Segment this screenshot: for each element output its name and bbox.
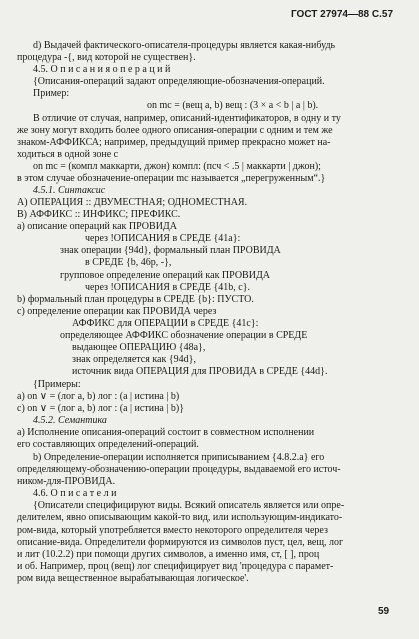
text-line: делителем, явно описывающим какой-то вид, или использующим-индикато- [17, 512, 343, 523]
text-line: b) Определение-операции исполняется приписыванием {4.8.2.a} его [33, 452, 325, 463]
code-example: c) on ∨ = (лог a, b) лог : (a | истина | b)} [17, 403, 184, 414]
text-line: ром-вида, который употребляется вместо некоторого определителя через [17, 525, 328, 536]
section-heading: 4.6. О п и с а т е л и [33, 488, 117, 499]
syntax-rule: знак определяется как {94d}, [72, 354, 196, 365]
syntax-rule: B) АФФИКС :: ИНФИКС; ПРЕФИКС. [17, 209, 181, 220]
text-line: ником-для-ПРОВИДА. [17, 476, 116, 487]
text-line: ходиться в одной зоне с [17, 149, 119, 160]
syntax-rule: выдающее ОПЕРАЦИЮ {48a}, [72, 342, 206, 353]
syntax-rule: c) определение операции как ПРОВИДА через [17, 306, 217, 317]
text-line: Пример: [33, 88, 70, 99]
syntax-rule: b) формальный план процедуры в СРЕДЕ {b}: ПУСТО. [17, 294, 254, 305]
code-example: on mc = (вещ a, b) вещ : (3 × a < b | a | b). [147, 100, 319, 111]
text-line: и лит (10.2.2) при помощи других символов, а именно имя, ст, [ ], проц [17, 549, 320, 560]
text-line: в этом случае обозначение-операции mc называется „перегруженным“.} [17, 173, 326, 184]
syntax-rule: определяющее АФФИКС обозначение операции в СРЕДЕ [60, 330, 308, 341]
text-line: {Описатели специфицируют виды. Всякий описатель является или опре- [33, 500, 345, 511]
syntax-rule: знак операции {94d}, формальный план ПРОВИДА [60, 245, 281, 256]
text-line: d) Выдачей фактического-описателя-процедуры является какая-нибудь [33, 40, 336, 51]
code-example: on mc = (компл маккарти, джон) компл: (псч < .5 | маккарти | джон); [33, 161, 321, 172]
syntax-rule: групповое определение операций как ПРОВИДА [60, 270, 270, 281]
text-line: процедура -{, вид которой не существен}. [17, 52, 196, 63]
text-line: ром вида вещественное вырабатывающая логическое'. [17, 573, 249, 584]
syntax-rule: a) описание операций как ПРОВИДА [17, 221, 177, 232]
text-line: знаком-АФФИКСА; например, предыдущий пример прекрасно может на- [17, 137, 331, 148]
subsection-heading: 4.5.1. Синтаксис [33, 185, 106, 196]
text-line: {Описания-операций задают определяющие-обозначения-операций. [33, 76, 325, 87]
syntax-rule: в СРЕДЕ {b, 46p, -}, [85, 257, 172, 268]
syntax-rule: через !ОПИСАНИЯ в СРЕДЕ {41b, c}. [85, 282, 251, 293]
text-line: его составляющих определений-операций. [17, 439, 199, 450]
section-heading: 4.5. О п и с а н и я о п е р а ц и й [33, 64, 171, 75]
text-line: описание-вида. Определители формируются из символов пуст, цел, вещ, лог [17, 537, 344, 548]
page-header: ГОСТ 27974—88 С.57 [291, 9, 394, 20]
text-line: a) Исполнение описания-операций состоит в совместном исполнении [17, 427, 315, 438]
page-number: 59 [378, 606, 390, 617]
text-line: же зону могут входить более одного описания-операции с одним и тем же [17, 125, 333, 136]
syntax-rule: источник вида ОПЕРАЦИЯ для ПРОВИДА в СРЕДЕ {44d}. [72, 366, 328, 377]
text-line: и об. Например, проц (вещ) лог специфицирует вид 'процедура с парамет- [17, 561, 334, 572]
text-line: определяющему-обозначению-операции процедуры, выдаваемой его источ- [17, 464, 341, 475]
syntax-rule: A) ОПЕРАЦИЯ :: ДВУМЕСТНАЯ; ОДНОМЕСТНАЯ. [17, 197, 248, 208]
code-example: a) on ∨ = (лог a, b) лог : (a | истина | b) [17, 391, 180, 402]
syntax-rule: АФФИКС для ОПЕРАЦИИ в СРЕДЕ {41c}: [72, 318, 259, 329]
text-line: В отличие от случая, например, описаний-идентификаторов, в одну и ту [33, 113, 341, 124]
syntax-rule: через !ОПИСАНИЯ в СРЕДЕ {41a}: [85, 233, 241, 244]
examples-heading: {Примеры: [33, 379, 81, 390]
subsection-heading: 4.5.2. Семантика [33, 415, 107, 426]
